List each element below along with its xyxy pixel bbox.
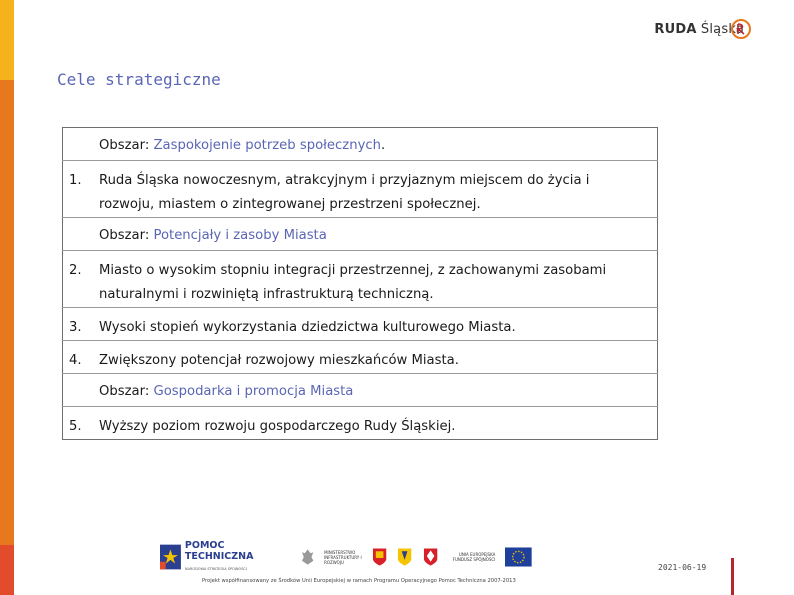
area-row: Obszar: Zaspokojenie potrzeb społecznych.	[63, 128, 658, 161]
ruda-slaska-logo	[654, 22, 744, 37]
side-stripe-yellow	[0, 0, 14, 80]
goal-text: Miasto o wysokim stopniu integracji przestrzennej, z zachowanymi zasobami naturalnymi i rozwiniętą infrastrukturą techniczną.	[99, 263, 607, 302]
area-value: Potencjały i zasoby Miasta	[153, 228, 327, 243]
eu-text: UNIA EUROPEJSKA FUNDUSZ SPÓJNOŚCI	[452, 552, 496, 562]
side-stripe-red	[0, 545, 14, 595]
area-value: Gospodarka i promocja Miasta	[153, 384, 354, 399]
goal-text: Wyższy poziom rozwoju gospodarczego Rudy Śląskiej.	[99, 419, 456, 434]
city-emblem-icon	[730, 18, 752, 40]
coat-of-arms-icon	[397, 547, 412, 567]
page-title: Cele strategiczne	[57, 70, 221, 89]
coat-of-arms-icon	[372, 547, 387, 567]
area-label: Obszar:	[99, 138, 150, 153]
goal-row	[63, 341, 658, 374]
area-row	[63, 218, 658, 251]
area-label: Obszar:	[99, 228, 150, 243]
eagle-emblem-icon	[301, 548, 314, 566]
goal-number: 5.	[69, 419, 82, 434]
area-value: Zaspokojenie potrzeb społecznych	[153, 138, 381, 153]
pomoc-techniczna-logo	[160, 540, 291, 575]
goal-row	[63, 161, 658, 218]
goal-text: Wysoki stopień wykorzystania dziedzictwa kulturowego Miasta.	[99, 320, 516, 335]
goal-row	[63, 407, 658, 440]
date-accent-bar	[731, 558, 734, 595]
strategic-goals-table	[62, 127, 658, 440]
goal-number: 2.	[69, 263, 82, 278]
goal-number: 4.	[69, 353, 82, 368]
pt-sub: NARODOWA STRATEGIA SPÓJNOŚCI	[184, 566, 247, 571]
funding-note: Projekt współfinansowany ze Środków Unii Europejskiej w ramach Programu Operacyjnego Pomoc Techniczna 2007-2013	[202, 578, 516, 584]
goal-text: Zwiększony potencjał rozwojowy mieszkańców Miasta.	[99, 353, 459, 368]
goal-number: 3.	[69, 320, 82, 335]
funding-logos	[160, 539, 532, 572]
area-label: Obszar:	[99, 384, 150, 399]
area-row	[63, 374, 658, 407]
pt-name: POMOC TECHNICZNA	[184, 539, 254, 562]
goal-number: 1.	[69, 173, 82, 188]
ministry-text: MINISTERSTWO INFRASTRUKTURY I ROZWOJU	[324, 549, 362, 565]
slide-date: 2021-06-19	[658, 563, 707, 572]
star-flag-icon	[160, 544, 181, 570]
logo-text: RUDA Śląska	[654, 22, 744, 37]
goal-row	[63, 308, 658, 341]
eu-flag-icon	[505, 547, 532, 567]
goal-text: Ruda Śląska nowoczesnym, atrakcyjnym i przyjaznym miejscem do życia i rozwoju, miastem o zintegrowanej przestrzeni społecznej.	[99, 173, 590, 212]
side-stripe-orange	[0, 80, 14, 545]
coat-of-arms-icon	[423, 547, 438, 567]
goal-row	[63, 251, 658, 308]
